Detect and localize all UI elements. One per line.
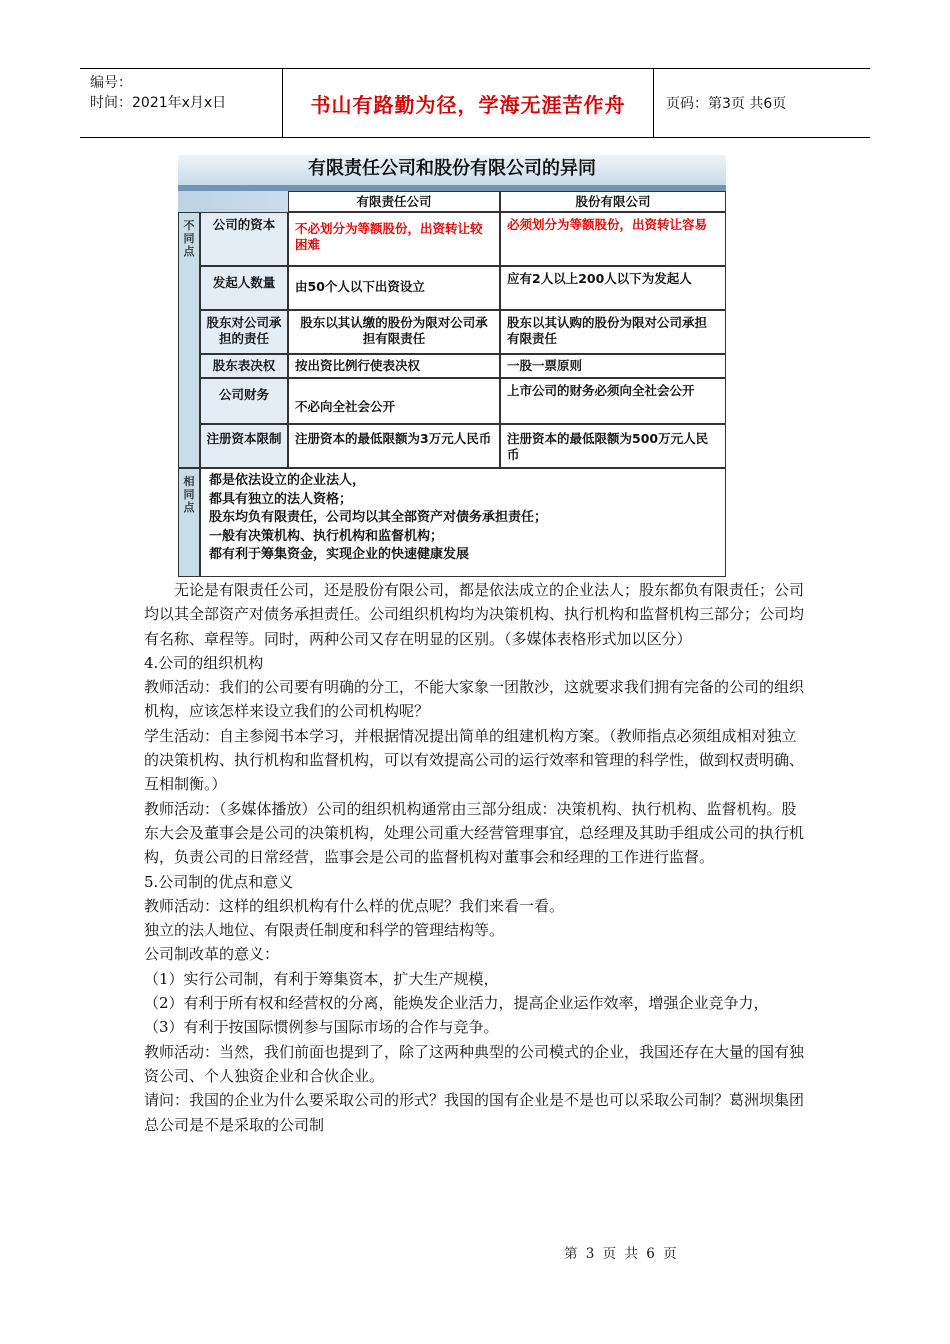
attr-founders: 发起人数量 xyxy=(200,266,288,310)
section-heading-4: 4.公司的组织机构 xyxy=(144,653,264,672)
similarities-block xyxy=(200,468,726,577)
paragraph: 教师活动：我们的公司要有明确的分工，不能大家象一团散沙，这就要求我们拥有完备的公司的组织机构，应该怎样来设立我们的公司机构呢？ xyxy=(144,678,805,721)
col-header-limited: 有限责任公司 xyxy=(288,191,500,212)
limited-finance: 不必向全社会公开 xyxy=(288,378,500,424)
paragraph: 教师活动：（多媒体播放）公司的组织机构通常由三部分组成：决策机构、执行机构、监督机构。股东大会及董事会是公司的决策机构，处理公司重大经营管理事宜，总经理及其助手组成公司的执行机构，负责公司的日常经营，监事会是公司的监督机构对董事会和经理的工作进行监督。 xyxy=(144,799,805,867)
similarity-line: 股东均负有限责任，公司均以其全部资产对债务承担责任； xyxy=(209,510,548,525)
attr-finance: 公司财务 xyxy=(200,378,288,424)
header-page-info: 页码：第3页 共6页 xyxy=(666,96,787,112)
joint-registered-capital: 注册资本的最低限额为500万元人民币 xyxy=(500,424,726,468)
header-motto: 书山有路勤为径，学海无涯苦作舟 xyxy=(283,69,654,137)
list-item: （2）有利于所有权和经营权的分离，能焕发企业活力，提高企业运作效率，增强企业竞争力， xyxy=(144,994,769,1013)
section-heading-5: 5.公司制的优点和意义 xyxy=(144,872,294,891)
body-text xyxy=(144,578,808,1137)
paragraph: 学生活动：自主参阅书本学习，并根据情况提出简单的组建机构方案。（教师指点必须组成相对独立的决策机构、执行机构和监督机构，可以有效提高公司的运行效率和管理的科学性，做到权责明确、互相制衡。） xyxy=(144,726,805,794)
comparison-table-image xyxy=(178,155,726,577)
comparison-grid xyxy=(178,191,726,577)
paragraph: 请问：我国的企业为什么要采取公司的形式？我国的国有企业是不是也可以采取公司制？葛洲坝集团总公司是不是采取的公司制 xyxy=(144,1091,805,1134)
limited-voting: 按出资比例行使表决权 xyxy=(288,354,500,378)
joint-capital: 必须划分为等额股份，出资转让容易 xyxy=(500,212,726,266)
diff-side-label: 不同点 xyxy=(178,212,200,468)
paragraph: 教师活动：当然，我们前面也提到了，除了这两种典型的公司模式的企业，我国还存在大量的国有独资公司、个人独资企业和合伙企业。 xyxy=(144,1042,805,1085)
joint-founders: 应有2人以上200人以下为发起人 xyxy=(500,266,726,310)
similarity-line: 一般有决策机构、执行机构和监督机构； xyxy=(209,528,444,544)
limited-capital: 不必划分为等额股份，出资转让较困难 xyxy=(288,212,500,266)
limited-founders: 由50个人以下出资设立 xyxy=(288,266,500,310)
joint-liability: 股东以其认购的股份为限对公司承担有限责任 xyxy=(500,310,726,354)
similarity-line: 都是依法设立的企业法人， xyxy=(209,473,366,488)
paragraph: 教师活动：这样的组织机构有什么样的优点呢？我们来看一看。 xyxy=(144,896,565,915)
page-footer: 第 3 页 共 6 页 xyxy=(564,1246,679,1262)
similarity-line: 都有利于筹集资金，实现企业的快速健康发展 xyxy=(209,547,470,562)
header-meta xyxy=(80,69,283,137)
page-header xyxy=(80,68,870,138)
paragraph: 公司制改革的意义： xyxy=(144,945,280,964)
attr-capital: 公司的资本 xyxy=(200,212,288,266)
paragraph: 独立的法人地位、有限责任制度和科学的管理结构等。 xyxy=(144,921,505,940)
attr-registered-capital: 注册资本限制 xyxy=(200,424,288,468)
similarity-line: 都具有独立的法人资格； xyxy=(209,491,353,507)
attr-liability: 股东对公司承担的责任 xyxy=(200,310,288,354)
joint-finance: 上市公司的财务必须向全社会公开 xyxy=(500,378,726,424)
list-item: （3）有利于按国际惯例参与国际市场的合作与竞争。 xyxy=(144,1018,499,1037)
joint-voting: 一股一票原则 xyxy=(500,354,726,378)
doc-date: 时间：2021年x月x日 xyxy=(90,95,227,111)
same-side-label: 相同点 xyxy=(178,468,200,577)
attr-voting: 股东表决权 xyxy=(200,354,288,378)
limited-registered-capital: 注册资本的最低限额为3万元人民币 xyxy=(288,424,500,468)
doc-number-label: 编号： xyxy=(90,75,132,91)
limited-liability: 股东以其认缴的股份为限对公司承担有限责任 xyxy=(288,310,500,354)
comparison-title: 有限责任公司和股份有限公司的异同 xyxy=(178,155,726,185)
list-item: （1）实行公司制，有利于筹集资本，扩大生产规模， xyxy=(144,969,499,988)
col-header-joint: 股份有限公司 xyxy=(500,191,726,212)
paragraph-summary: 无论是有限责任公司，还是股份有限公司，都是依法成立的企业法人；股东都负有限责任；公司均以其全部资产对债务承担责任。公司组织机构均为决策机构、执行机构和监督机构三部分；公司均有名称、章程等。同时，两种公司又存在明显的区别。（多媒体表格形式加以区分） xyxy=(144,581,805,648)
